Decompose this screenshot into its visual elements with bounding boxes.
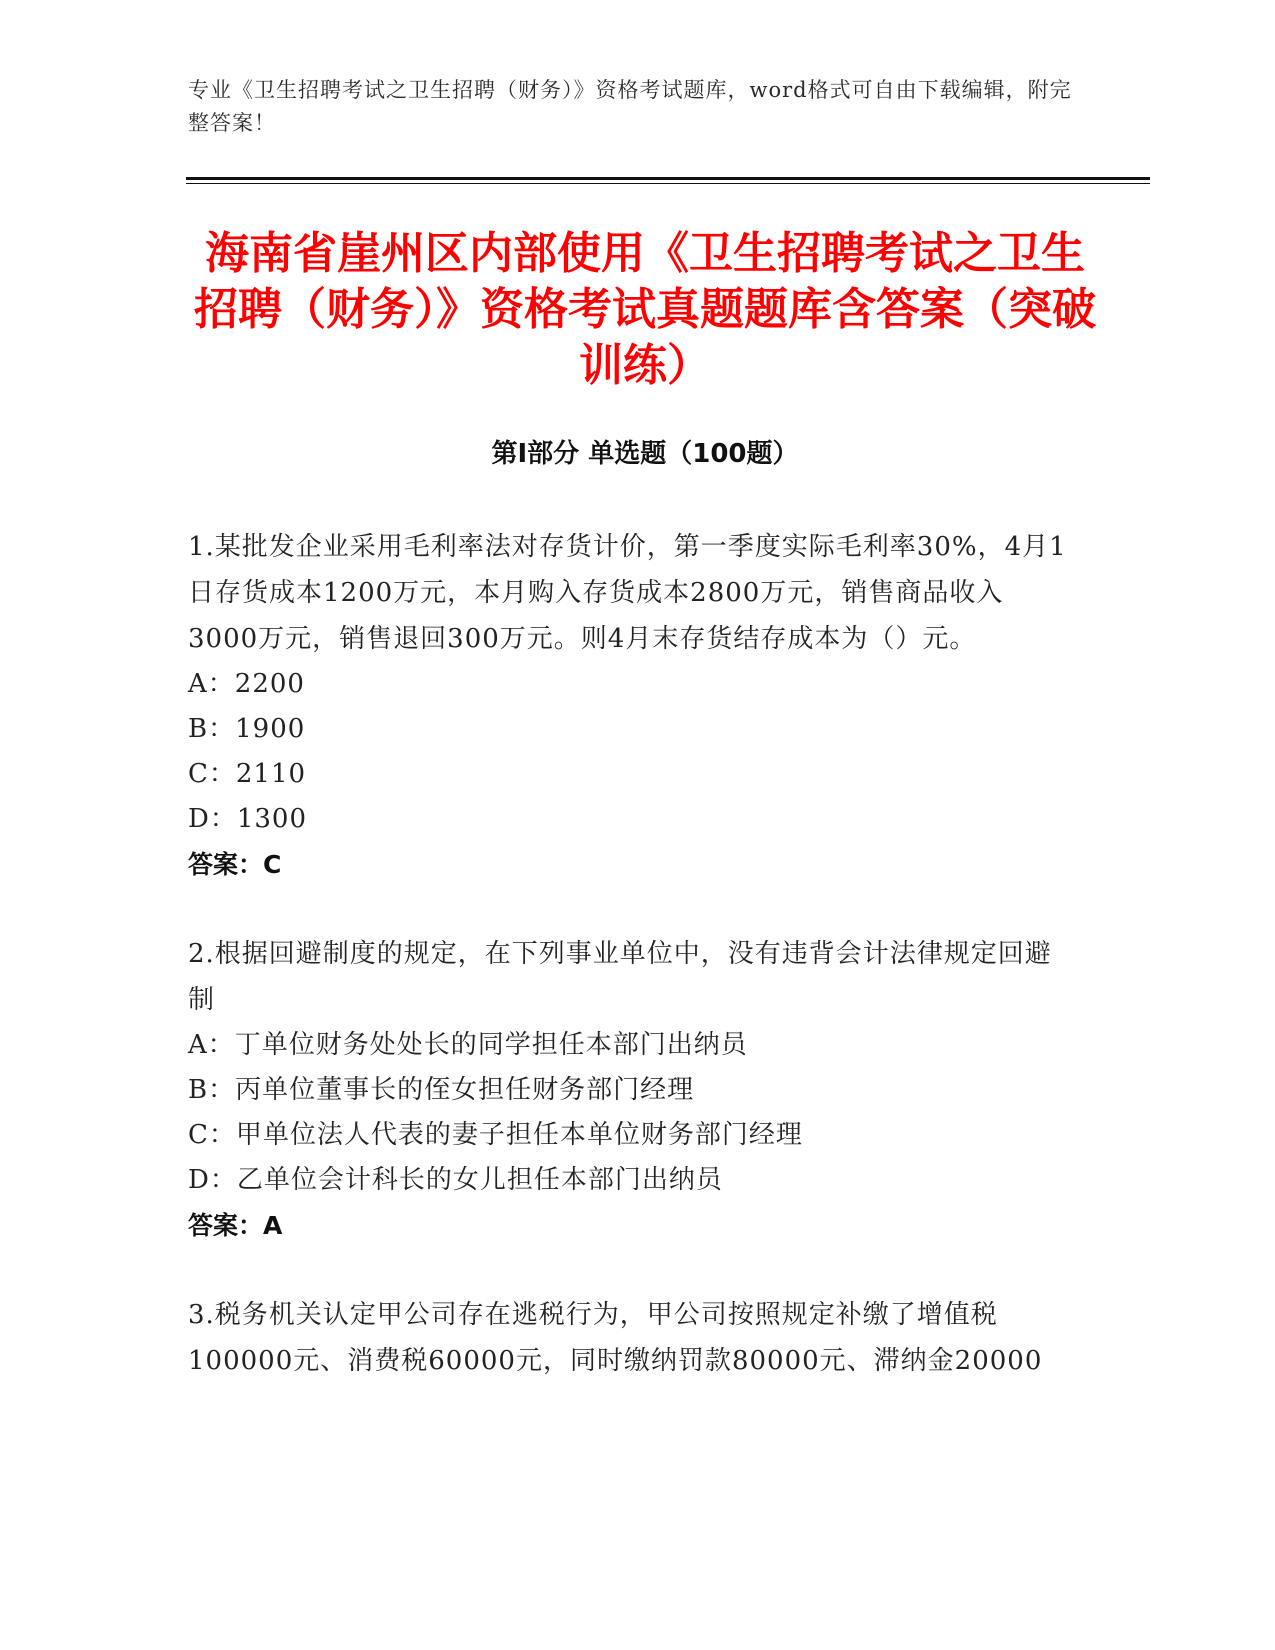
answer-label: 答案：A <box>188 1211 283 1240</box>
header-note: 专业《卫生招聘考试之卫生招聘（财务）》资格考试题库，word格式可自由下载编辑，附完整答案！ <box>188 78 1072 135</box>
question-text: 3.税务机关认定甲公司存在逃税行为，甲公司按照规定补缴了增值税100000元、消费税60000元，同时缴纳罚款80000元、滞纳金20000 <box>188 1300 1043 1376</box>
document-title: 海南省崖州区内部使用《卫生招聘考试之卫生招聘（财务）》资格考试真题题库含答案（突破训练） <box>194 228 1096 391</box>
question-1 <box>188 524 1068 888</box>
answer-label: 答案：C <box>188 850 282 879</box>
header-divider-thin <box>186 183 1150 184</box>
section-title: 第Ⅰ部分 单选题（100题） <box>491 439 799 469</box>
question-text: 2.根据回避制度的规定，在下列事业单位中，没有违背会计法律规定回避制 <box>188 939 1052 1015</box>
option-c: C：2110 <box>188 759 307 789</box>
header-divider-thick <box>186 177 1150 180</box>
option-b: B：丙单位董事长的侄女担任财务部门经理 <box>188 1075 695 1105</box>
option-d: D：1300 <box>188 804 308 834</box>
option-c: C：甲单位法人代表的妻子担任本单位财务部门经理 <box>188 1120 803 1150</box>
question-2 <box>188 931 1068 1249</box>
option-a: A：丁单位财务处处长的同学担任本部门出纳员 <box>188 1030 748 1060</box>
option-b: B：1900 <box>188 714 306 744</box>
question-list <box>188 524 1068 1427</box>
option-d: D：乙单位会计科长的女儿担任本部门出纳员 <box>188 1165 723 1195</box>
option-a: A：2200 <box>188 669 305 699</box>
question-3 <box>188 1292 1068 1384</box>
question-text: 1.某批发企业采用毛利率法对存货计价，第一季度实际毛利率30%，4月1日存货成本1200万元，本月购入存货成本2800万元，销售商品收入3000万元，销售退回300万元。则4月末存货结存成本为（）元。 <box>188 532 1067 654</box>
